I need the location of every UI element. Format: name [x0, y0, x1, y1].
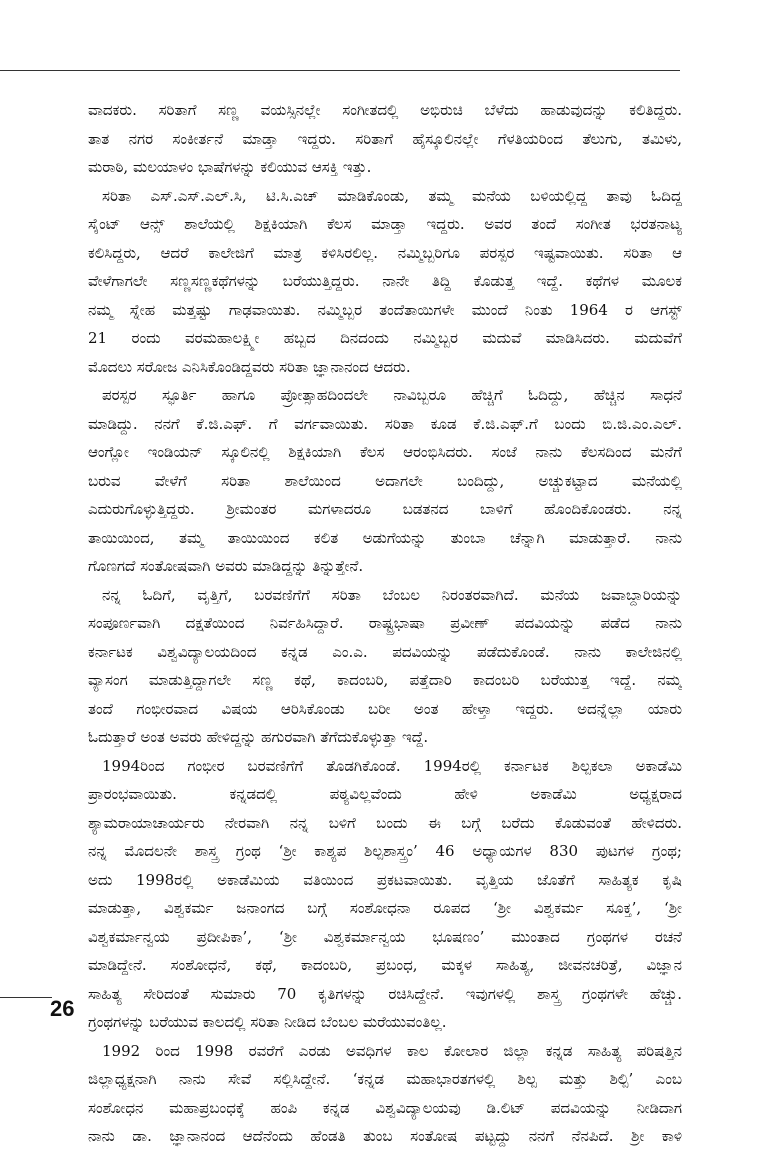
paragraph — [88, 581, 682, 752]
text-line: ಮಾಡಿದ್ದು. ನನಗೆ ಕೆ.ಜಿ.ಎಫ್. ಗೆ ವರ್ಗವಾಯಿತು. ಸರಿತಾ ಕೂಡ ಕೆ.ಜಿ.ಎಫ್.ಗೆ ಬಂದು ಬಿ.ಜಿ.ಎಂ.ಎಲ್. — [88, 414, 682, 433]
text-line: ಗ್ರಂಥಗಳನ್ನು ಬರೆಯುವ ಕಾಲದಲ್ಲಿ ಸರಿತಾ ನೀಡಿದ ಬೆಂಬಲ ಮರೆಯುವಂತಿಲ್ಲ. — [88, 1013, 447, 1031]
text-line: ಪ್ರಾರಂಭವಾಯಿತು. ಕನ್ನಡದಲ್ಲಿ ಪಠ್ಯವಿಲ್ಲವೆಂದು ಹೇಳಿ ಅಕಾಡೆಮಿ ಅಧ್ಯಕ್ಷರಾದ — [88, 785, 682, 803]
text-line: ಮರಾಠಿ, ಮಲಯಾಳಂ ಭಾಷೆಗಳನ್ನು ಕಲಿಯುವ ಆಸಕ್ತಿ ಇತ್ತು. — [88, 158, 372, 176]
text-line: ವ್ಯಾಸಂಗ ಮಾಡುತ್ತಿದ್ದಾಗಲೇ ಸಣ್ಣ ಕಥೆ, ಕಾದಂಬರಿ, ಪತ್ತೆದಾರಿ ಕಾದಂಬರಿ ಬರೆಯುತ್ತ ಇದ್ದೆ. ನಮ್ಮ — [88, 671, 682, 689]
text-line: ಶ್ಯಾಮರಾಯಾಚಾರ್ಯರು ನೇರವಾಗಿ ನನ್ನ ಬಳಿಗೆ ಬಂದು ಈ ಬಗ್ಗೆ ಬರೆದು ಕೊಡುವಂತೆ ಹೇಳಿದರು. — [88, 813, 682, 832]
page-number: 26 — [50, 996, 75, 1021]
paragraph — [88, 96, 682, 182]
paragraph — [88, 1037, 682, 1151]
text-line: ಎದುರುಗೊಳ್ಳುತ್ತಿದ್ದರು. ಶ್ರೀಮಂತರ ಮಗಳಾದರೂ ಬಡತನದ ಬಾಳಿಗೆ ಹೊಂದಿಕೊಂಡರು. ನನ್ನ — [88, 500, 682, 518]
text-line: ನಾನು ಡಾ. ಜ್ಞಾನಾನಂದ ಆದೆನೆಂದು ಹೆಂಡತಿ ತುಂಬ ಸಂತೋಷ ಪಟ್ಟದ್ದು ನನಗೆ ನೆನಪಿದೆ. ಶ್ರೀ ಕಾಳಿ — [88, 1127, 682, 1145]
text-line: ಮಾಡಿದ್ದೇನೆ. ಸಂಶೋಧನೆ, ಕಥೆ, ಕಾದಂಬರಿ, ಪ್ರಬಂಧ, ಮಕ್ಕಳ ಸಾಹಿತ್ಯ, ಜೀವನಚರಿತ್ರೆ, ವಿಜ್ಞಾನ — [88, 956, 682, 974]
text-line: ತಾತ ನಗರ ಸಂಕೀರ್ತನೆ ಮಾಡ್ತಾ ಇದ್ದರು. ಸರಿತಾಗೆ ಹೈಸ್ಕೂಲಿನಲ್ಲೇ ಗೆಳತಿಯರಿಂದ ತೆಲುಗು, ತಮಿಳು, — [88, 129, 682, 148]
text-line: ಬರುವ ವೇಳೆಗೆ ಸರಿತಾ ಶಾಲೆಯಿಂದ ಅದಾಗಲೇ ಬಂದಿದ್ದು, ಅಚ್ಚುಕಟ್ಟಾದ ಮನೆಯಲ್ಲಿ — [88, 471, 682, 490]
text-line: ಜಿಲ್ಲಾಧ್ಯಕ್ಷನಾಗಿ ನಾನು ಸೇವೆ ಸಲ್ಲಿಸಿದ್ದೇನೆ. ‘ಕನ್ನಡ ಮಹಾಭಾರತಗಳಲ್ಲಿ ಶಿಲ್ಪ ಮತ್ತು ಶಿಲ್ಪಿ’ ಎಂಬ — [88, 1070, 682, 1088]
body-text — [88, 96, 682, 1151]
text-line: ತಂದೆ ಗಂಭೀರವಾದ ವಿಷಯ ಆರಿಸಿಕೊಂಡು ಬರೀ ಅಂತ ಹೇಳ್ತಾ ಇದ್ದರು. ಅದನ್ನೆಲ್ಲಾ ಯಾರು — [88, 699, 682, 718]
paragraph — [88, 381, 682, 581]
text-line: ನನ್ನ ಓದಿಗೆ, ವೃತ್ತಿಗೆ, ಬರವಣಿಗೆಗೆ ಸರಿತಾ ಬೆಂಬಲ ನಿರಂತರವಾಗಿದೆ. ಮನೆಯ ಜವಾಬ್ದಾರಿಯನ್ನು — [102, 585, 682, 604]
text-line: ನನ್ನ ಮೊದಲನೇ ಶಾಸ್ತ್ರ ಗ್ರಂಥ ‘ಶ್ರೀ ಕಾಶ್ಯಪ ಶಿಲ್ಪಶಾಸ್ತ್ರಂ’ 46 ಅಧ್ಯಾಯಗಳ 830 ಪುಟಗಳ ಗ್ರಂಥ; — [88, 842, 682, 860]
text-line: ನಮ್ಮ ಸ್ನೇಹ ಮತ್ತಷ್ಟು ಗಾಢವಾಯಿತು. ನಮ್ಮಿಬ್ಬರ ತಂದೆತಾಯಿಗಳೇ ಮುಂದೆ ನಿಂತು 1964 ರ ಆಗಸ್ಟ್ — [88, 300, 682, 319]
text-line: 1994ರಿಂದ ಗಂಭೀರ ಬರವಣಿಗೆಗೆ ತೊಡಗಿಕೊಂಡೆ. 1994ರಲ್ಲಿ ಕರ್ನಾಟಕ ಶಿಲ್ಪಕಲಾ ಅಕಾಡೆಮಿ — [102, 756, 682, 775]
paragraph — [88, 182, 682, 382]
text-line: ಮಾಡುತ್ತಾ, ವಿಶ್ವಕರ್ಮ ಜನಾಂಗದ ಬಗ್ಗೆ ಸಂಶೋಧನಾ ರೂಪದ ‘ಶ್ರೀ ವಿಶ್ವಕರ್ಮ ಸೂಕ್ತ’, ‘ಶ್ರೀ — [88, 899, 682, 917]
text-line: 1992 ರಿಂದ 1998 ರವರೆಗೆ ಎರಡು ಅವಧಿಗಳ ಕಾಲ ಕೋಲಾರ ಜಿಲ್ಲಾ ಕನ್ನಡ ಸಾಹಿತ್ಯ ಪರಿಷತ್ತಿನ — [102, 1041, 682, 1060]
top-rule — [0, 70, 680, 71]
text-line: ಕಲಿಸಿದ್ದರು, ಆದರೆ ಕಾಲೇಜಿಗೆ ಮಾತ್ರ ಕಳಿಸಿರಲಿಲ್ಲ. ನಮ್ಮಿಬ್ಬರಿಗೂ ಪರಸ್ಪರ ಇಷ್ಟವಾಯಿತು. ಸರಿತಾ ಆ — [88, 243, 682, 262]
text-line: ತಾಯಿಯಿಂದ, ತಮ್ಮ ತಾಯಿಯಿಂದ ಕಲಿತ ಅಡುಗೆಯನ್ನು ತುಂಬಾ ಚೆನ್ನಾಗಿ ಮಾಡುತ್ತಾರೆ. ನಾನು — [88, 528, 682, 547]
text-line: ಓದುತ್ತಾರೆ ಅಂತ ಅವರು ಹೇಳಿದ್ದನ್ನು ಹಗುರವಾಗಿ ತೆಗೆದುಕೊಳ್ಳುತ್ತಾ ಇದ್ದೆ. — [88, 728, 429, 746]
text-line: ಸಾಹಿತ್ಯ ಸೇರಿದಂತೆ ಸುಮಾರು 70 ಕೃತಿಗಳನ್ನು ರಚಿಸಿದ್ದೇನೆ. ಇವುಗಳಲ್ಲಿ ಶಾಸ್ತ್ರ ಗ್ರಂಥಗಳೇ ಹೆಚ್ಚು. — [88, 984, 682, 1003]
text-line: ಸರಿತಾ ಎಸ್.ಎಸ್.ಎಲ್.ಸಿ, ಟಿ.ಸಿ.ಎಚ್ ಮಾಡಿಕೊಂಡು, ತಮ್ಮ ಮನೆಯ ಬಳಿಯಲ್ಲಿದ್ದ ತಾವು ಓದಿದ್ದ — [102, 186, 682, 205]
text-line: ವಿಶ್ವಕರ್ಮಾನ್ವಯ ಪ್ರದೀಪಿಕಾ’, ‘ಶ್ರೀ ವಿಶ್ವಕರ್ಮಾನ್ವಯ ಭೂಷಣಂ’ ಮುಂತಾದ ಗ್ರಂಥಗಳ ರಚನೆ — [88, 927, 682, 946]
text-line: ಸಂಪೂರ್ಣವಾಗಿ ದಕ್ಷತೆಯಿಂದ ನಿರ್ವಹಿಸಿದ್ದಾರೆ. ರಾಷ್ಟ್ರಭಾಷಾ ಪ್ರವೀಣ್ ಪದವಿಯನ್ನು ಪಡೆದ ನಾನು — [88, 614, 682, 632]
text-line: ಮೊದಲು ಸರೋಜ ಎನಿಸಿಕೊಂಡಿದ್ದವರು ಸರಿತಾ ಜ್ಞಾನಾನಂದ ಆದರು. — [88, 357, 411, 376]
text-line: ಸೈಂಟ್ ಆನ್ಸ್ ಶಾಲೆಯಲ್ಲಿ ಶಿಕ್ಷಕಿಯಾಗಿ ಕೆಲಸ ಮಾಡ್ತಾ ಇದ್ದರು. ಅವರ ತಂದೆ ಸಂಗೀತ ಭರತನಾಟ್ಯ — [88, 215, 682, 233]
text-line: 21 ರಂದು ವರಮಹಾಲಕ್ಷ್ಮೀ ಹಬ್ಬದ ದಿನದಂದು ನಮ್ಮಿಬ್ಬರ ಮದುವೆ ಮಾಡಿಸಿದರು. ಮದುವೆಗೆ — [88, 329, 682, 347]
page-number-rule — [0, 997, 52, 998]
text-line: ಕರ್ನಾಟಕ ವಿಶ್ವವಿದ್ಯಾಲಯದಿಂದ ಕನ್ನಡ ಎಂ.ಎ. ಪದವಿಯನ್ನು ಪಡೆದುಕೊಂಡೆ. ನಾನು ಕಾಲೇಜಿನಲ್ಲಿ — [88, 642, 682, 661]
text-line: ಸಂಶೋಧನ ಮಹಾಪ್ರಬಂಧಕ್ಕೆ ಹಂಪಿ ಕನ್ನಡ ವಿಶ್ವವಿದ್ಯಾಲಯವು ಡಿ.ಲಿಟ್ ಪದವಿಯನ್ನು ನೀಡಿದಾಗ — [88, 1098, 682, 1117]
text-line: ಪರಸ್ಪರ ಸ್ಫೂರ್ತಿ ಹಾಗೂ ಪ್ರೋತ್ಸಾಹದಿಂದಲೇ ನಾವಿಬ್ಬರೂ ಹೆಚ್ಚಿಗೆ ಓದಿದ್ದು, ಹೆಚ್ಚಿನ ಸಾಧನೆ — [102, 386, 682, 404]
text-line: ಅದು 1998ರಲ್ಲಿ ಅಕಾಡೆಮಿಯ ವತಿಯಿಂದ ಪ್ರಕಟವಾಯಿತು. ವೃತ್ತಿಯ ಜೊತೆಗೆ ಸಾಹಿತ್ಯಕ ಕೃಷಿ — [88, 870, 682, 889]
text-line: ಗೊಣಗದೆ ಸಂತೋಷವಾಗಿ ಅವರು ಮಾಡಿದ್ದನ್ನು ತಿನ್ನುತ್ತೇನೆ. — [88, 557, 364, 575]
text-line: ವೇಳೆಗಾಗಲೇ ಸಣ್ಣಸಣ್ಣಕಥೆಗಳನ್ನು ಬರೆಯುತ್ತಿದ್ದರು. ನಾನೇ ತಿದ್ದಿ ಕೊಡುತ್ತ ಇದ್ದೆ. ಕಥೆಗಳ ಮೂಲಕ — [88, 272, 682, 290]
text-line: ವಾದಕರು. ಸರಿತಾಗೆ ಸಣ್ಣ ವಯಸ್ಸಿನಲ್ಲೇ ಸಂಗೀತದಲ್ಲಿ ಅಭಿರುಚಿ ಬೆಳೆದು ಹಾಡುವುದನ್ನು ಕಲಿತಿದ್ದರು. — [88, 101, 682, 119]
text-line: ಆಂಗ್ಲೋ ಇಂಡಿಯನ್ ಸ್ಕೂಲಿನಲ್ಲಿ ಶಿಕ್ಷಕಿಯಾಗಿ ಕೆಲಸ ಆರಂಭಿಸಿದರು. ಸಂಜೆ ನಾನು ಕೆಲಸದಿಂದ ಮನೆಗೆ — [88, 443, 682, 461]
paragraph — [88, 752, 682, 1037]
